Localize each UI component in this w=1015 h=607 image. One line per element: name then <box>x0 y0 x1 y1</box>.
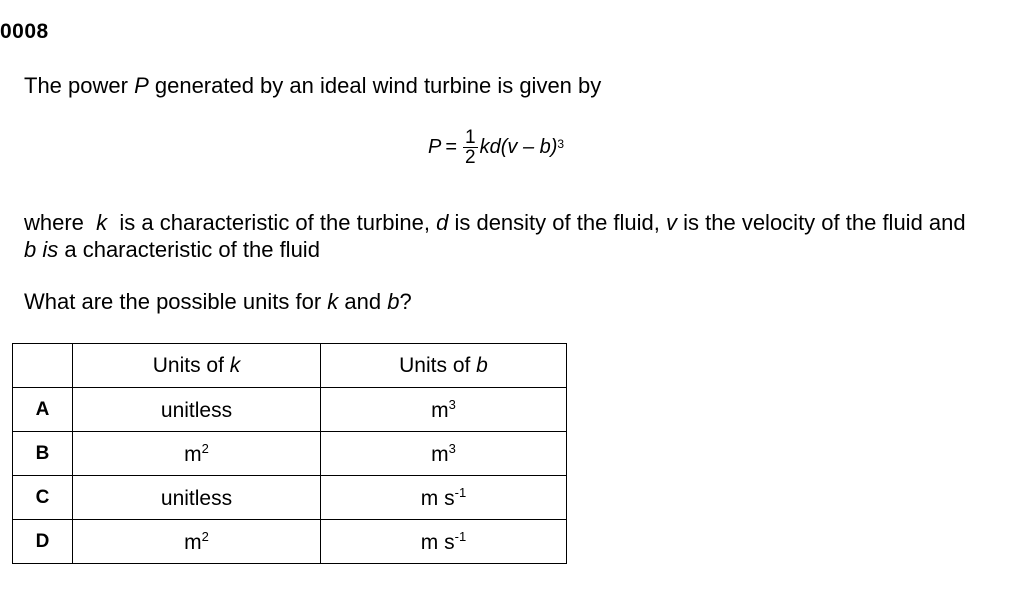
option-letter[interactable]: A <box>13 388 73 432</box>
units-k-cell <box>73 476 321 520</box>
fraction-numerator: 1 <box>465 127 476 148</box>
table-row[interactable] <box>13 388 567 432</box>
table-row[interactable] <box>13 476 567 520</box>
units-b-cell <box>321 432 567 476</box>
option-letter[interactable]: C <box>13 476 73 520</box>
unit-base: m <box>184 442 202 466</box>
table-header-row <box>13 344 567 388</box>
question-prompt <box>24 288 412 315</box>
unit-base: unitless <box>160 398 233 422</box>
power-formula <box>428 128 564 167</box>
table-row[interactable] <box>13 520 567 564</box>
var-p: P <box>134 73 149 98</box>
header-text: Units of <box>399 353 477 377</box>
prompt-text: and <box>338 289 388 314</box>
var-b: b <box>476 353 488 377</box>
var-b-is: b is <box>24 237 59 262</box>
units-b-cell <box>321 388 567 432</box>
unit-exponent: 2 <box>201 440 209 456</box>
var-k: k <box>96 210 108 235</box>
where-line-2 <box>24 236 966 263</box>
option-letter[interactable]: B <box>13 432 73 476</box>
unit-exponent: -1 <box>454 484 467 500</box>
header-units-b <box>321 344 567 388</box>
answer-options-table <box>12 343 567 564</box>
header-text: Units of <box>152 353 230 377</box>
where-text: is the velocity of the fluid and <box>677 210 966 235</box>
unit-base: m <box>431 442 449 466</box>
units-b-cell <box>321 520 567 564</box>
prompt-text: What are the possible units for <box>24 289 328 314</box>
prompt-text: ? <box>399 289 412 314</box>
var-v: v <box>666 210 678 235</box>
where-clause <box>24 209 966 263</box>
header-units-k <box>73 344 321 388</box>
unit-base: m <box>184 530 202 554</box>
header-blank-cell <box>13 344 73 388</box>
formula-lhs: P <box>428 136 442 158</box>
unit-exponent: 2 <box>201 528 209 544</box>
where-text: is density of the fluid, <box>448 210 667 235</box>
where-text: a characteristic of the fluid <box>58 237 320 262</box>
unit-base: m <box>431 398 449 422</box>
option-letter[interactable]: D <box>13 520 73 564</box>
var-k: k <box>327 289 339 314</box>
unit-base: m s <box>420 486 455 510</box>
units-k-cell <box>73 520 321 564</box>
unit-exponent: 3 <box>448 396 456 412</box>
where-text: is a characteristic of the turbine, <box>107 210 437 235</box>
formula-fraction <box>463 128 478 167</box>
var-b: b <box>387 289 400 314</box>
unit-base: m s <box>420 530 455 554</box>
unit-exponent: 3 <box>448 440 456 456</box>
var-k: k <box>229 353 241 377</box>
where-line-1 <box>24 209 966 236</box>
where-text: where <box>24 210 97 235</box>
intro-text-2: generated by an ideal wind turbine is given by <box>148 73 602 98</box>
fraction-denominator: 2 <box>465 147 476 168</box>
unit-exponent: -1 <box>454 528 467 544</box>
units-b-cell <box>321 476 567 520</box>
question-intro <box>24 72 601 99</box>
formula-equals: = <box>445 136 458 158</box>
intro-text: The power <box>24 73 135 98</box>
question-number: 0008 <box>0 20 49 43</box>
unit-base: unitless <box>160 486 233 510</box>
units-k-cell <box>73 432 321 476</box>
table-row[interactable] <box>13 432 567 476</box>
var-d: d <box>436 210 449 235</box>
formula-body: kd(v – b) <box>479 136 558 158</box>
units-k-cell <box>73 388 321 432</box>
formula-exponent: 3 <box>557 136 565 151</box>
